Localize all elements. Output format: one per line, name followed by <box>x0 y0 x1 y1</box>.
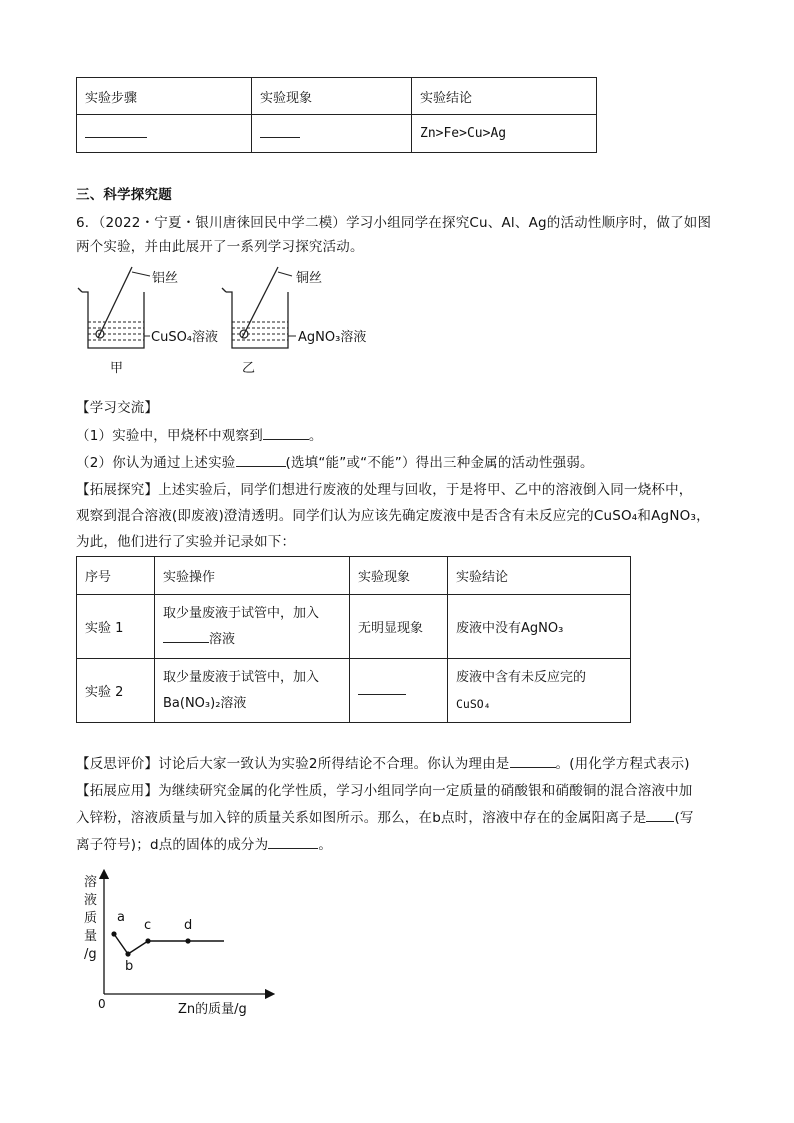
reflect-end: 。(用化学方程式表示) <box>555 756 690 772</box>
row2-conclusion <box>448 659 631 723</box>
row1-operation-line1: 取少量废液于试管中，加入 <box>163 605 320 621</box>
table1-cell-phenomenon <box>252 115 412 153</box>
row1-phenomenon: 无明显现象 <box>350 595 448 659</box>
aluminum-wire <box>98 267 132 338</box>
table2-header-operation: 实验操作 <box>155 557 350 595</box>
extend-line-3: 为此，他们进行了实验并记录如下： <box>76 534 296 550</box>
mass-chart <box>78 866 278 1024</box>
data-point-a <box>111 931 116 936</box>
y-axis-label-char: 溶 <box>84 875 98 890</box>
answer-blank[interactable] <box>85 125 147 138</box>
study-q2-end: (选填“能”或“不能”）得出三种金属的活动性强弱。 <box>285 455 594 471</box>
wire-label-right: 铜丝 <box>296 271 323 286</box>
solution-label-right: AgNO₃溶液 <box>298 330 367 345</box>
study-heading: 【学习交流】 <box>76 400 159 416</box>
data-point-label-d: d <box>184 918 193 933</box>
mass-curve <box>114 934 224 954</box>
study-q2-text: （2）你认为通过上述实验 <box>76 455 236 471</box>
wire-label-left: 铝丝 <box>152 271 179 286</box>
answer-blank[interactable] <box>510 755 556 768</box>
data-point-c <box>145 938 150 943</box>
data-point-b <box>125 951 130 956</box>
row2-id: 实验 2 <box>77 659 155 723</box>
row1-operation-suffix: 溶液 <box>209 631 236 647</box>
apply-line-2-end: (写 <box>674 810 694 826</box>
table2-header-phenomenon: 实验现象 <box>350 557 448 595</box>
origin-label: 0 <box>98 997 106 1011</box>
row2-operation-line1: 取少量废液于试管中，加入 <box>163 669 320 685</box>
row1-operation <box>155 595 350 659</box>
row2-operation <box>155 659 350 723</box>
data-point-label-b: b <box>125 959 134 974</box>
experiment-table <box>76 556 631 723</box>
study-q1-text: （1）实验中，甲烧杯中观察到 <box>76 428 263 444</box>
y-axis-label <box>84 874 97 962</box>
study-q2 <box>76 451 594 471</box>
question-line-1: 6．（2022・宁夏・银川唐徕回民中学二模）学习小组同学在探究Cu、Al、Ag的活动性顺序时，做了如图 <box>76 215 712 231</box>
beaker-name-yi: 乙 <box>242 361 256 376</box>
data-points <box>111 910 192 974</box>
answer-blank[interactable] <box>263 427 309 440</box>
reflect-text: 【反思评价】讨论后大家一致认为实验2所得结论不合理。你认为理由是 <box>76 756 510 772</box>
data-point-label-c: c <box>144 918 152 933</box>
solution-label-left: CuSO₄溶液 <box>151 330 219 345</box>
table1-header-conclusion: 实验结论 <box>412 78 597 115</box>
reflect-line <box>76 752 690 772</box>
table1-header-steps: 实验步骤 <box>77 78 252 115</box>
beaker-jia <box>78 267 150 348</box>
y-axis-label-char: 液 <box>84 893 98 908</box>
answer-blank[interactable] <box>236 454 286 467</box>
y-axis-label-char: 量 <box>84 929 98 944</box>
study-q1-end: 。 <box>308 428 323 444</box>
answer-blank[interactable] <box>268 836 318 849</box>
answer-blank[interactable] <box>358 682 406 695</box>
extend-line-2: 观察到混合溶液(即废液)澄清透明。同学们认为应该先确定废液中是否含有未反应完的CuSO₄和AgNO₃， <box>76 508 710 524</box>
apply-line-1: 【拓展应用】为继续研究金属的化学性质，学习小组同学向一定质量的硝酸银和硝酸铜的混合溶液中加 <box>76 783 693 799</box>
apply-line-3-end: 。 <box>318 837 333 853</box>
table1-header-phenomenon: 实验现象 <box>252 78 412 115</box>
steps-table <box>76 77 597 153</box>
y-axis-label-char: 质 <box>84 911 98 926</box>
table-row <box>77 659 631 723</box>
copper-wire <box>242 267 278 338</box>
row2-conclusion-line1: 废液中含有未反应完的 <box>456 669 587 685</box>
apply-line-3 <box>76 833 332 853</box>
row1-conclusion: 废液中没有AgNO₃ <box>448 595 631 659</box>
question-line-2: 两个实验，并由此展开了一系列学习探究活动。 <box>76 239 364 255</box>
data-point-label-a: a <box>117 910 125 925</box>
row2-operation-line2: Ba(NO₃)₂溶液 <box>163 695 247 711</box>
table-row <box>77 595 631 659</box>
y-axis-label-char: /g <box>84 947 97 962</box>
beakers-figure <box>70 262 380 380</box>
table2-header-id: 序号 <box>77 557 155 595</box>
apply-line-2-text: 入锌粉，溶液质量与加入锌的质量关系如图所示。那么，在b点时，溶液中存在的金属阳离子是 <box>76 810 647 826</box>
apply-line-3-text: 离子符号)；d点的固体的成分为 <box>76 837 269 853</box>
row1-operation-line2 <box>163 627 341 653</box>
x-axis-label: Zn的质量/g <box>178 1002 247 1017</box>
table1-cell-steps <box>77 115 252 153</box>
answer-blank[interactable] <box>163 630 209 643</box>
row2-phenomenon <box>350 659 448 723</box>
answer-blank[interactable] <box>646 809 674 822</box>
table1-cell-conclusion: Zn>Fe>Cu>Ag <box>412 115 597 153</box>
extend-line-1: 【拓展探究】上述实验后，同学们想进行废液的处理与回收，于是将甲、乙中的溶液倒入同一烧杯中， <box>76 482 693 498</box>
beaker-yi <box>222 267 296 348</box>
apply-line-2 <box>76 806 694 826</box>
section-title: 三、科学探究题 <box>76 187 172 203</box>
data-point-d <box>185 938 190 943</box>
study-q1 <box>76 424 323 444</box>
row2-conclusion-line2: CuSO₄ <box>456 696 491 711</box>
row1-id: 实验 1 <box>77 595 155 659</box>
beaker-name-jia: 甲 <box>110 361 124 376</box>
answer-blank[interactable] <box>260 125 300 138</box>
table2-header-conclusion: 实验结论 <box>448 557 631 595</box>
